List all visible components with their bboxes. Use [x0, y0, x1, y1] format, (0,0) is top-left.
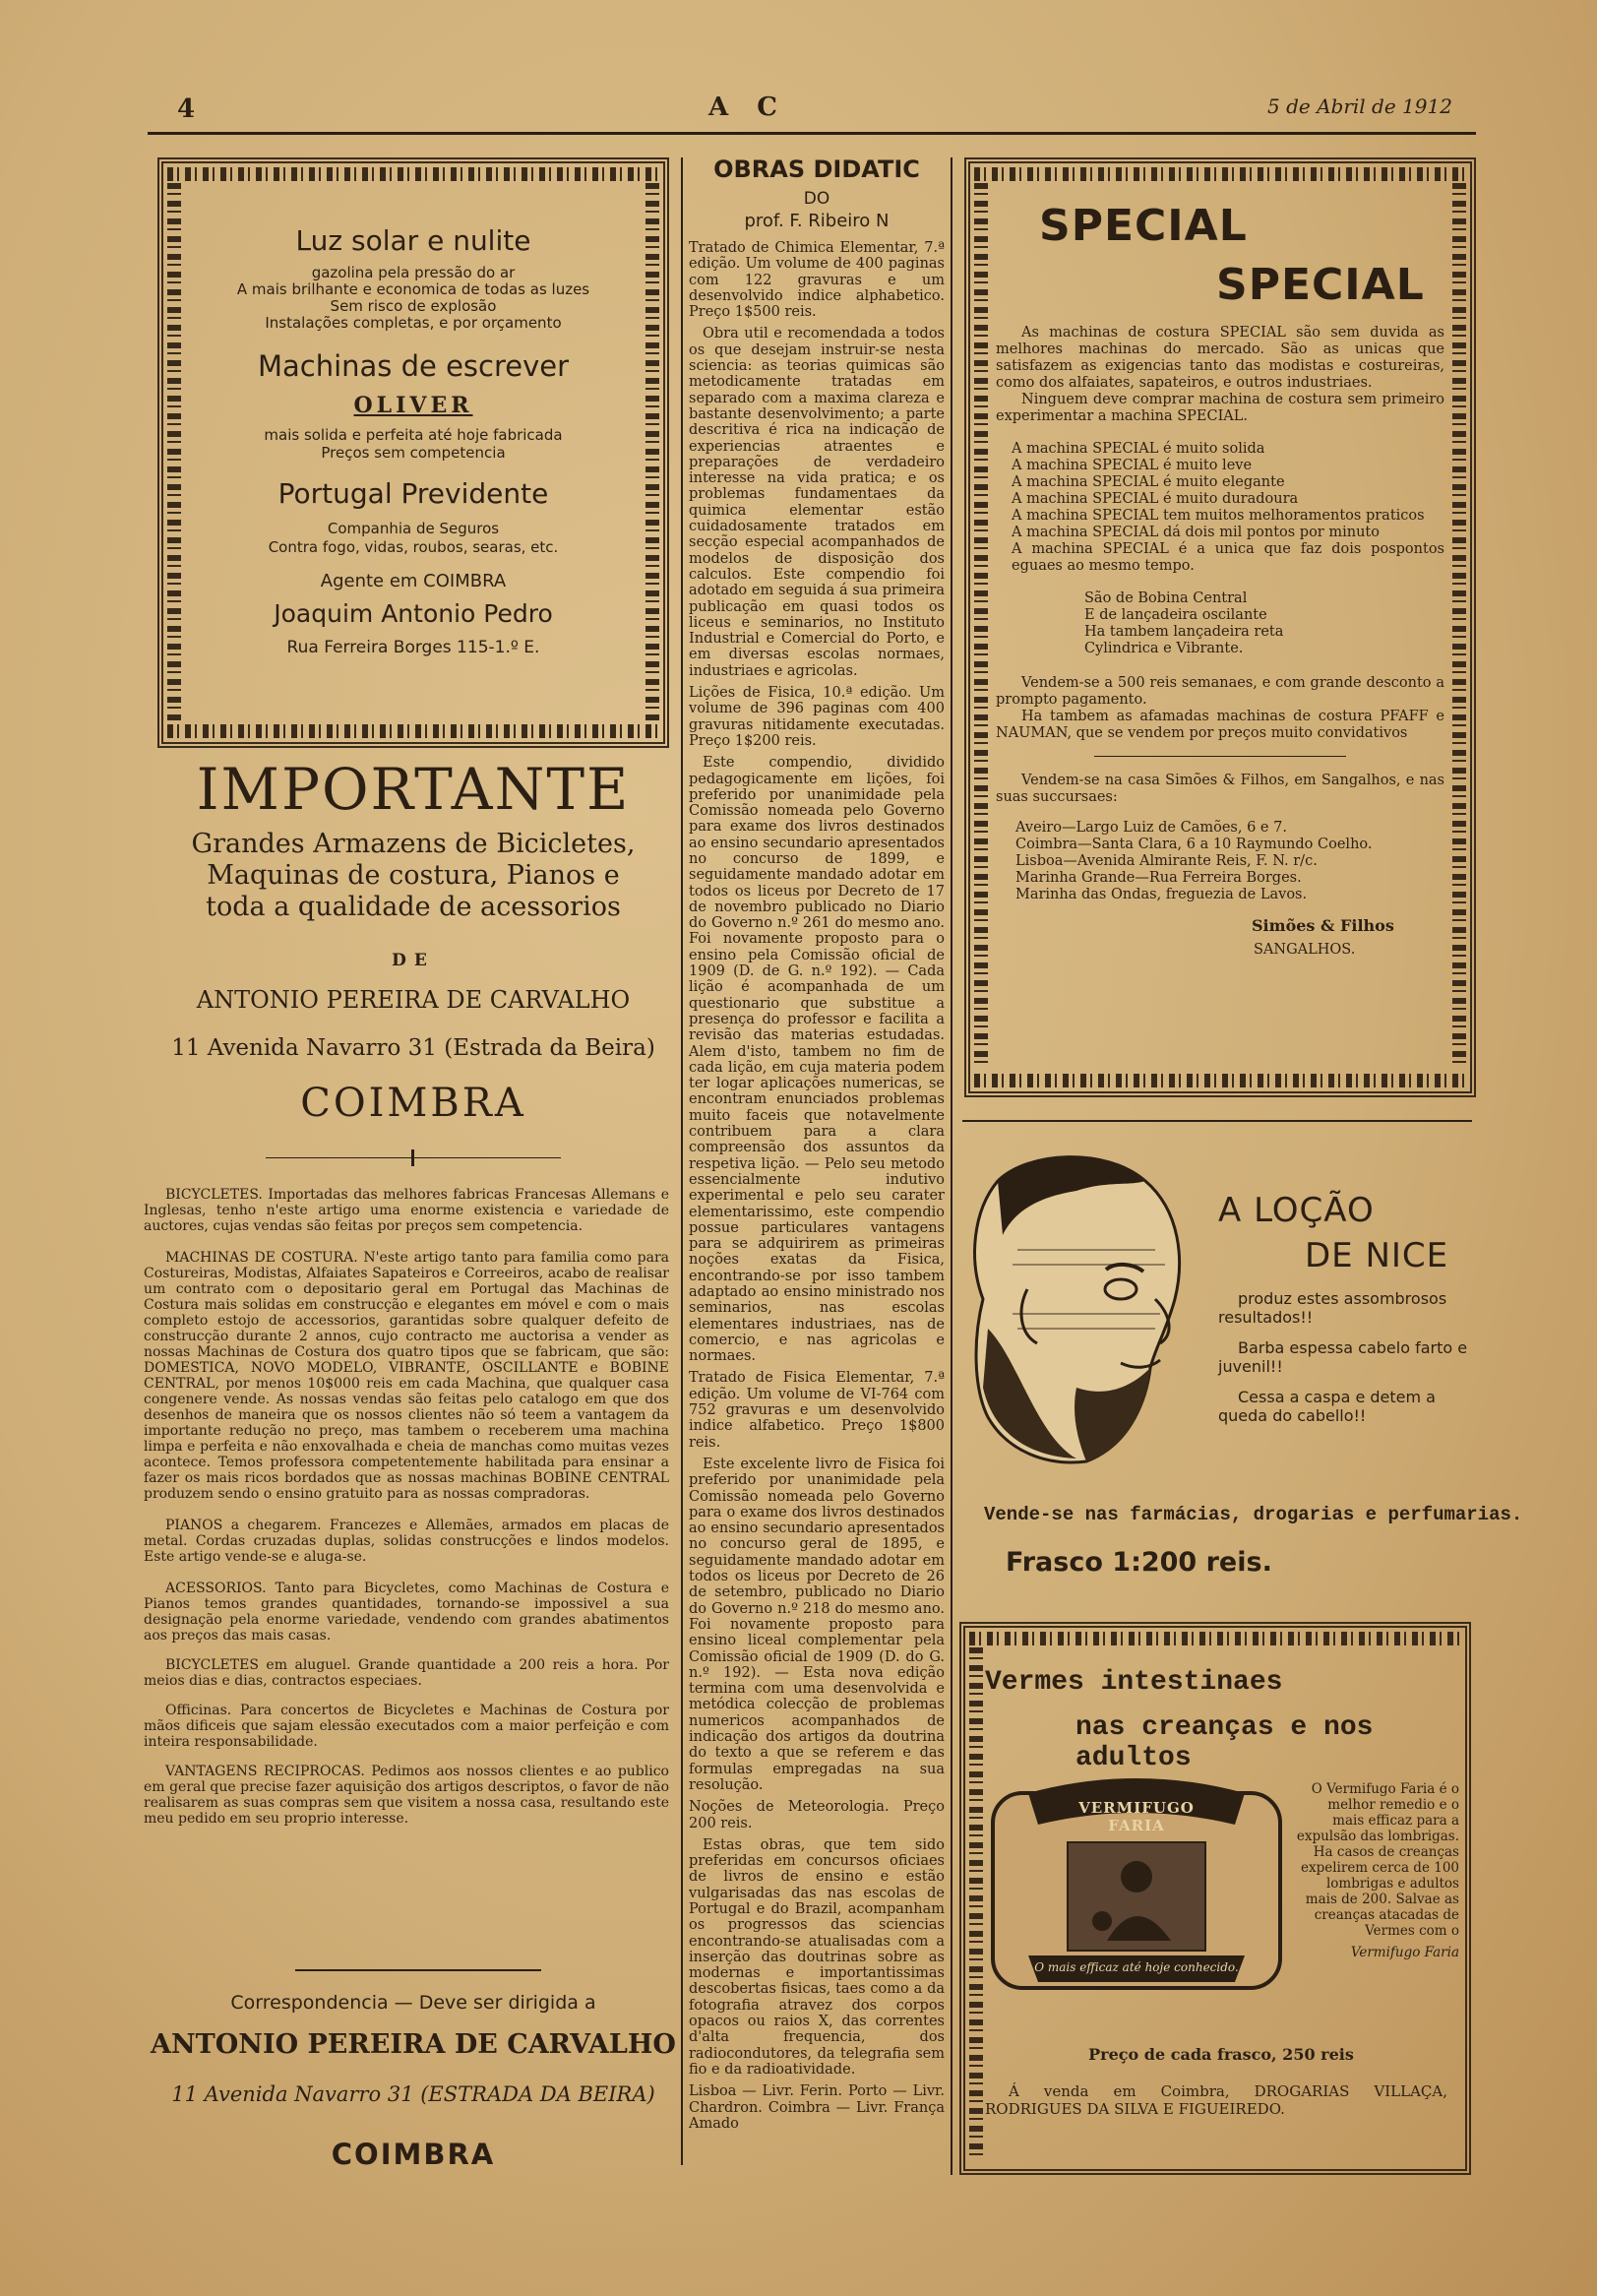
ad-luz-line: Sem risco de explosão	[330, 297, 497, 315]
paragraph: VANTAGENS RECIPROCAS. Pedimos aos nossos clientes e ao publico em geral que precise fazer aquisição dos artigos descriptos, o favor de não realisarem as suas compras sem que visitem a nossa casa, resultando este meu pedido em seu proprio interesse.	[144, 1764, 669, 1827]
ornament-border-right	[645, 183, 659, 720]
ad-previdente-line: Companhia de Seguros	[327, 520, 500, 537]
importante-name: ANTONIO PEREIRA DE CARVALHO	[196, 986, 631, 1014]
vermes-text: O Vermifugo Faria é o melhor remedio e o mais efficaz para a expulsão das lombrigas. Ha casos de creanças expelirem cerca de 100 lombrigas e adultos mais de 200. Salvae as creanças atacadas de Vermes com o	[1296, 1781, 1459, 1939]
paragraph: Tratado de Chimica Elementar, 7.ª edição. Um volume de 400 paginas com 122 gravuras e um desenvolvido indice alphabetico. Preço 1$500 reis.	[689, 240, 945, 321]
special-branch: Marinha das Ondas, freguezia de Lavos.	[1015, 887, 1308, 902]
ad-oliver-brand: OLIVER	[353, 393, 473, 418]
paragraph: Tratado de Fisica Elementar, 7.ª edição. Um volume de VI-764 com 752 gravuras e um desenvolvido indice alfabetico. Preço 1$800 reis.	[689, 1370, 945, 1451]
obras-do: DO	[803, 189, 830, 209]
ad-oliver-line: mais solida e perfeita até hoje fabricada	[264, 426, 563, 444]
nice-sale: Vende-se nas farmácias, drogarias e perfumarias.	[984, 1504, 1523, 1525]
paragraph: Officinas. Para concertos de Bicycletes e Machinas de Costura por mãos dificeis que sajam elessão executados com a maior perfeição e com inteira responsabilidade.	[144, 1703, 669, 1750]
masthead-rule	[148, 132, 1476, 135]
ad-box-special	[964, 157, 1476, 1097]
vermes-brand: Vermifugo Faria	[1350, 1945, 1459, 1960]
importante-title: IMPORTANTE	[196, 756, 631, 823]
special-type: Cylindrica e Vibrante.	[1084, 641, 1244, 656]
special-branch: Marinha Grande—Rua Ferreira Borges.	[1015, 870, 1302, 886]
special-list-item: A machina SPECIAL é a unica que faz dois pospontos eguaes ao mesmo tempo.	[1012, 541, 1444, 574]
importante-subtitle: toda a qualidade de acessorios	[206, 892, 621, 922]
paragraph: ACESSORIOS. Tanto para Bicycletes, como Machinas de Costura e Pianos temos grandes quantidades, tornando-se impossivel a sua designação pela enorme variedade, vendendo com grandes abatimentos aos preços das mais casas.	[144, 1581, 669, 1644]
importante-city: COIMBRA	[300, 1081, 526, 1126]
bearded-man-illustration	[958, 1142, 1202, 1466]
obras-author: prof. F. Ribeiro N	[744, 211, 890, 231]
ornament-border-bottom	[974, 1074, 1466, 1087]
ornament-border-top	[969, 1632, 1461, 1645]
ad-oliver-line: Preços sem competencia	[321, 444, 506, 462]
importante-address: 11 Avenida Navarro 31 (Estrada da Beira)	[171, 1035, 655, 1061]
paragraph: Este excelente livro de Fisica foi preferido por unanimidade pela Comissão nomeada pelo Governo para o exame dos livros destinados ao ensino secundario apresentados no concurso geral de 1895, e seguidamente mandado adotar em todos os liceus por Decreto de 26 de setembro, publicado no Diario do Governo n.º 218 do mesmo ano. Foi novamente proposto para ensino liceal complementar pela Comissão oficial de 1909 (D. do G. n.º 192). — Esta nova edição termina com uma desenvolvida e metódica colecção de problemas numericos acompanhados de indicação dos artigos da doutrina do texto a que se referem e das formulas empregadas na sua resolução.	[689, 1456, 945, 1793]
paragraph: BICYCLETES em aluguel. Grande quantidade a 200 reis a hora. Por meios dias e dias, contractos especiaes.	[144, 1657, 669, 1689]
special-sale: Ha tambem as afamadas machinas de costura PFAFF e NAUMAN, que se vendem por preços muito convidativos	[996, 709, 1444, 741]
importante-de: DE	[392, 951, 435, 970]
special-type: São de Bobina Central	[1084, 590, 1248, 606]
special-type: E de lançadeira oscilante	[1084, 607, 1267, 623]
obras-body	[689, 240, 945, 2132]
nice-text: Cessa a caspa e detem a queda do cabello!!	[1218, 1388, 1436, 1425]
ornament-border-top	[974, 167, 1466, 181]
ad-luz-line: gazolina pela pressão do ar	[311, 264, 516, 281]
special-branch: Aveiro—Largo Luiz de Camões, 6 e 7.	[1015, 820, 1287, 836]
ad-box-vermes	[959, 1622, 1471, 2175]
vermes-title: nas creanças e nos adultos	[1075, 1712, 1374, 1773]
ad-previdente-line: Contra fogo, vidas, roubos, searas, etc.	[268, 538, 559, 556]
divider	[962, 1120, 1472, 1122]
special-branch: Coimbra—Santa Clara, 6 a 10 Raymundo Coelho.	[1015, 837, 1373, 852]
paragraph: Lisboa — Livr. Ferin. Porto — Livr. Chardron. Coimbra — Livr. França Amado	[689, 2083, 945, 2132]
ad-agent-name: Joaquim Antonio Pedro	[274, 599, 553, 628]
ad-agente: Agente em COIMBRA	[320, 571, 507, 591]
paragraph: PIANOS a chegarem. Francezes e Allemães, armados em placas de metal. Cordas cruzadas duplas, solidas construcções e lindos modelos. Este artigo vende-se e aluga-se.	[144, 1518, 669, 1565]
importante-body	[144, 1187, 669, 1827]
ornament-border-left	[974, 183, 988, 1069]
vermes-price: Preço de cada frasco, 250 reis	[1088, 2045, 1354, 2064]
paragraph: Estas obras, que tem sido preferidas em concursos oficiaes de livros de ensino e estão vulgarisadas das nas escolas de Portugal e do Brazil, acompanham os progressos das sciencias encontrando-se atualisadas com a inserção das doutrinas sobre as modernas e importantissimas descobertas fisicas, taes como a da fotografia atravez dos corpos opacos ou raios X, das correntes d'alta frequencia, dos radiocondutores, da telegrafia sem fio e da radioatividade.	[689, 1836, 945, 2078]
vermes-title: Vermes intestinaes	[985, 1667, 1283, 1698]
importante-subtitle: Maquinas de costura, Pianos e	[207, 860, 620, 891]
special-title: SPECIAL	[1039, 201, 1248, 251]
vermifugo-banner: O mais efficaz até hoje conhecido.	[1034, 1960, 1239, 1974]
special-title: SPECIAL	[1216, 260, 1425, 310]
special-list-item: A machina SPECIAL é muito elegante	[1012, 474, 1285, 490]
ad-previdente-title: Portugal Previdente	[277, 477, 549, 510]
nice-price: Frasco 1:200 reis.	[1006, 1547, 1272, 1578]
ad-luz-line: A mais brilhante e economica de todas as luzes	[236, 280, 590, 298]
page-number: 4	[177, 94, 196, 124]
ad-luz-title: Luz solar e nulite	[295, 224, 531, 257]
special-signature-place: SANGALHOS.	[1254, 942, 1356, 958]
correspondence-city: COIMBRA	[331, 2138, 496, 2171]
special-list-item: A machina SPECIAL dá dois mil pontos por minuto	[1012, 525, 1380, 540]
paragraph: Este compendio, dividido pedagogicamente em lições, foi preferido por unanimidade pela Comissão nomeada pelo Governo para exame dos livros destinados ao ensino secundario apresentados no concurso de 1899, e seguidamente mandado adotar em todos os liceus por Decreto de 17 de novembro publicado no Diario do Governo n.º 261 do mesmo ano. Foi novamente proposto para o ensino pela Comissão oficial de 1909 (D. de G. n.º 192). — Cada lição é acompanhada de um questionario que substitue a presença do professor e facilita a revisão das materias estudadas. Alem d'isto, tambem no fim de cada lição, em cuja materia podem ter logar aplicações numericas, se encontram enunciados problemas muito faceis que notavelmente contribuem para a clara compreensão dos assuntos da respetiva lição. — Pelo seu metodo essencialmente indutivo experimental e pelo seu carater elementarissimo, este compendio possue particulares vantagens para se adquirirem as primeiras noções exatas da Fisica, encontrando-se por isso tambem adaptado ao ensino ministrado nos seminarios, nas escolas elementares industriaes, nas de comercio, e nas agricolas e normaes.	[689, 755, 945, 1365]
divider	[295, 1969, 541, 1971]
obras-title: OBRAS DIDATIC	[713, 155, 920, 183]
ad-machinas-title: Machinas de escrever	[257, 349, 570, 383]
paragraph: BICYCLETES. Importadas das melhores fabricas Francesas Allemans e Inglesas, tenho n'este artigo uma enorme existencia e variedade de auctores, cujas vendas são feitas por preços sem competencia.	[144, 1187, 669, 1234]
ornament-border-bottom	[167, 724, 659, 738]
ornament-border-top	[167, 167, 659, 181]
nice-text: produz estes assombrosos resultados!!	[1218, 1289, 1447, 1327]
newspaper-title: A C	[708, 93, 787, 122]
special-signature: Simões & Filhos	[1252, 916, 1394, 935]
ad-box-luz-solar	[157, 157, 669, 748]
special-list-item: A machina SPECIAL é muito leve	[1012, 458, 1253, 473]
vermes-sale: Á venda em Coimbra, DROGARIAS VILLAÇA, RODRIGUES DA SILVA E FIGUEIREDO.	[985, 2082, 1447, 2118]
nice-title: DE NICE	[1305, 1236, 1449, 1275]
divider-mark	[411, 1149, 414, 1166]
paragraph: Obra util e recomendada a todos os que desejam instruir-se nesta sciencia: as teorias quimicas são metodicamente tratadas em separado com a maxima clareza e bastante desenvolvimento; a parte descritiva é rica na indicação de experiencias atraentes e preparações de verdadeiro interesse na vida pratica; e os problemas fundamentaes da quimica elementar estão cuidadosamente tratados em secção especial acompanhados de modelos de disposição dos calculos. Este compendio foi adotado em seguida á sua primeira publicação em quasi todos os liceus e seminarios, no Instituto Industrial e Comercial do Porto, e em diversas escolas normaes, industriaes e agricolas.	[689, 326, 945, 679]
nice-title: A LOÇÃO	[1218, 1191, 1375, 1230]
paragraph: MACHINAS DE COSTURA. N'este artigo tanto para familia como para Costureiras, Modistas, Alfaiates Sapateiros e Correeiros, acabo de realisar um contrato com o depositario geral em Portugal das Machinas de Costura mais solidas em construcção e elegantes em móvel e com o mais completo estojo de accessorios, garantidas sobre qualquer defeito de construcção durante 2 annos, cujo contracto me auctorisa a vender as nossas Machinas de Costura dos quatro tipos que se fabricam, que são: DOMESTICA, NOVO MODELO, VIBRANTE, OSCILLANTE e BOBINE CENTRAL, por menos 10$000 reis em cada Machina, que qualquer casa congenere vende. As nossas vendas são feitas pelo catalogo em que dos desenhos de maneira que os nossos clientes não só teem a vantagem da importante redução no preço, mas tambem o receberem uma machina limpa e perfeita e não enxovalhada e cheia de manchas como muitas vezes acontece. Temos professora competentemente habilitada para ensinar a fazer os mais ricos bordados que as nossas machinas BOBINE CENTRAL produzem sendo o ensino gratuito para as nossas compradoras.	[144, 1250, 669, 1502]
nice-text: Barba espessa cabelo farto e juvenil!!	[1218, 1338, 1468, 1376]
correspondence-address: 11 Avenida Navarro 31 (ESTRADA DA BEIRA)	[171, 2082, 655, 2106]
special-list-item: A machina SPECIAL é muito duradoura	[1012, 491, 1299, 507]
vermifugo-label: VERMIFUGO FARIA	[1078, 1799, 1195, 1834]
issue-date: 5 de Abril de 1912	[1267, 94, 1452, 118]
correspondence-name: ANTONIO PEREIRA DE CARVALHO	[151, 2029, 676, 2060]
special-intro: Ninguem deve comprar machina de costura sem primeiro experimentar a machina SPECIAL.	[996, 392, 1444, 424]
divider	[1094, 756, 1346, 757]
ornament-border-right	[1452, 183, 1466, 1069]
paragraph: Noções de Meteorologia. Preço 200 reis.	[689, 1799, 945, 1831]
special-branch: Lisboa—Avenida Almirante Reis, F. N. r/c.	[1015, 853, 1318, 869]
special-sale: Vendem-se a 500 reis semanaes, e com grande desconto a prompto pagamento.	[996, 675, 1444, 708]
ornament-border-left	[969, 1647, 983, 2161]
ornament-border-left	[167, 183, 181, 720]
ad-agent-address: Rua Ferreira Borges 115-1.º E.	[286, 638, 540, 657]
column-rule-1	[681, 157, 683, 2165]
ad-luz-line: Instalações completas, e por orçamento	[265, 314, 562, 332]
special-intro: As machinas de costura SPECIAL são sem duvida as melhores machinas do mercado. São as unicas que satisfazem as exigencias tanto das modistas e costureiras, como dos alfaiates, sapateiros, e outros industriaes.	[996, 325, 1444, 391]
column-rule-2	[951, 157, 952, 2175]
special-list-item: A machina SPECIAL é muito solida	[1012, 441, 1265, 457]
special-list-item: A machina SPECIAL tem muitos melhoramentos praticos	[1012, 508, 1425, 524]
correspondence-label: Correspondencia — Deve ser dirigida a	[230, 1992, 596, 2014]
paragraph: Lições de Fisica, 10.ª edição. Um volume de 396 paginas com 400 gravuras nitidamente executadas. Preço 1$200 reis.	[689, 685, 945, 749]
importante-subtitle: Grandes Armazens de Bicicletes,	[191, 829, 636, 859]
special-type: Ha tambem lançadeira reta	[1084, 624, 1284, 640]
special-where: Vendem-se na casa Simões & Filhos, em Sangalhos, e nas suas succursaes:	[996, 773, 1444, 805]
